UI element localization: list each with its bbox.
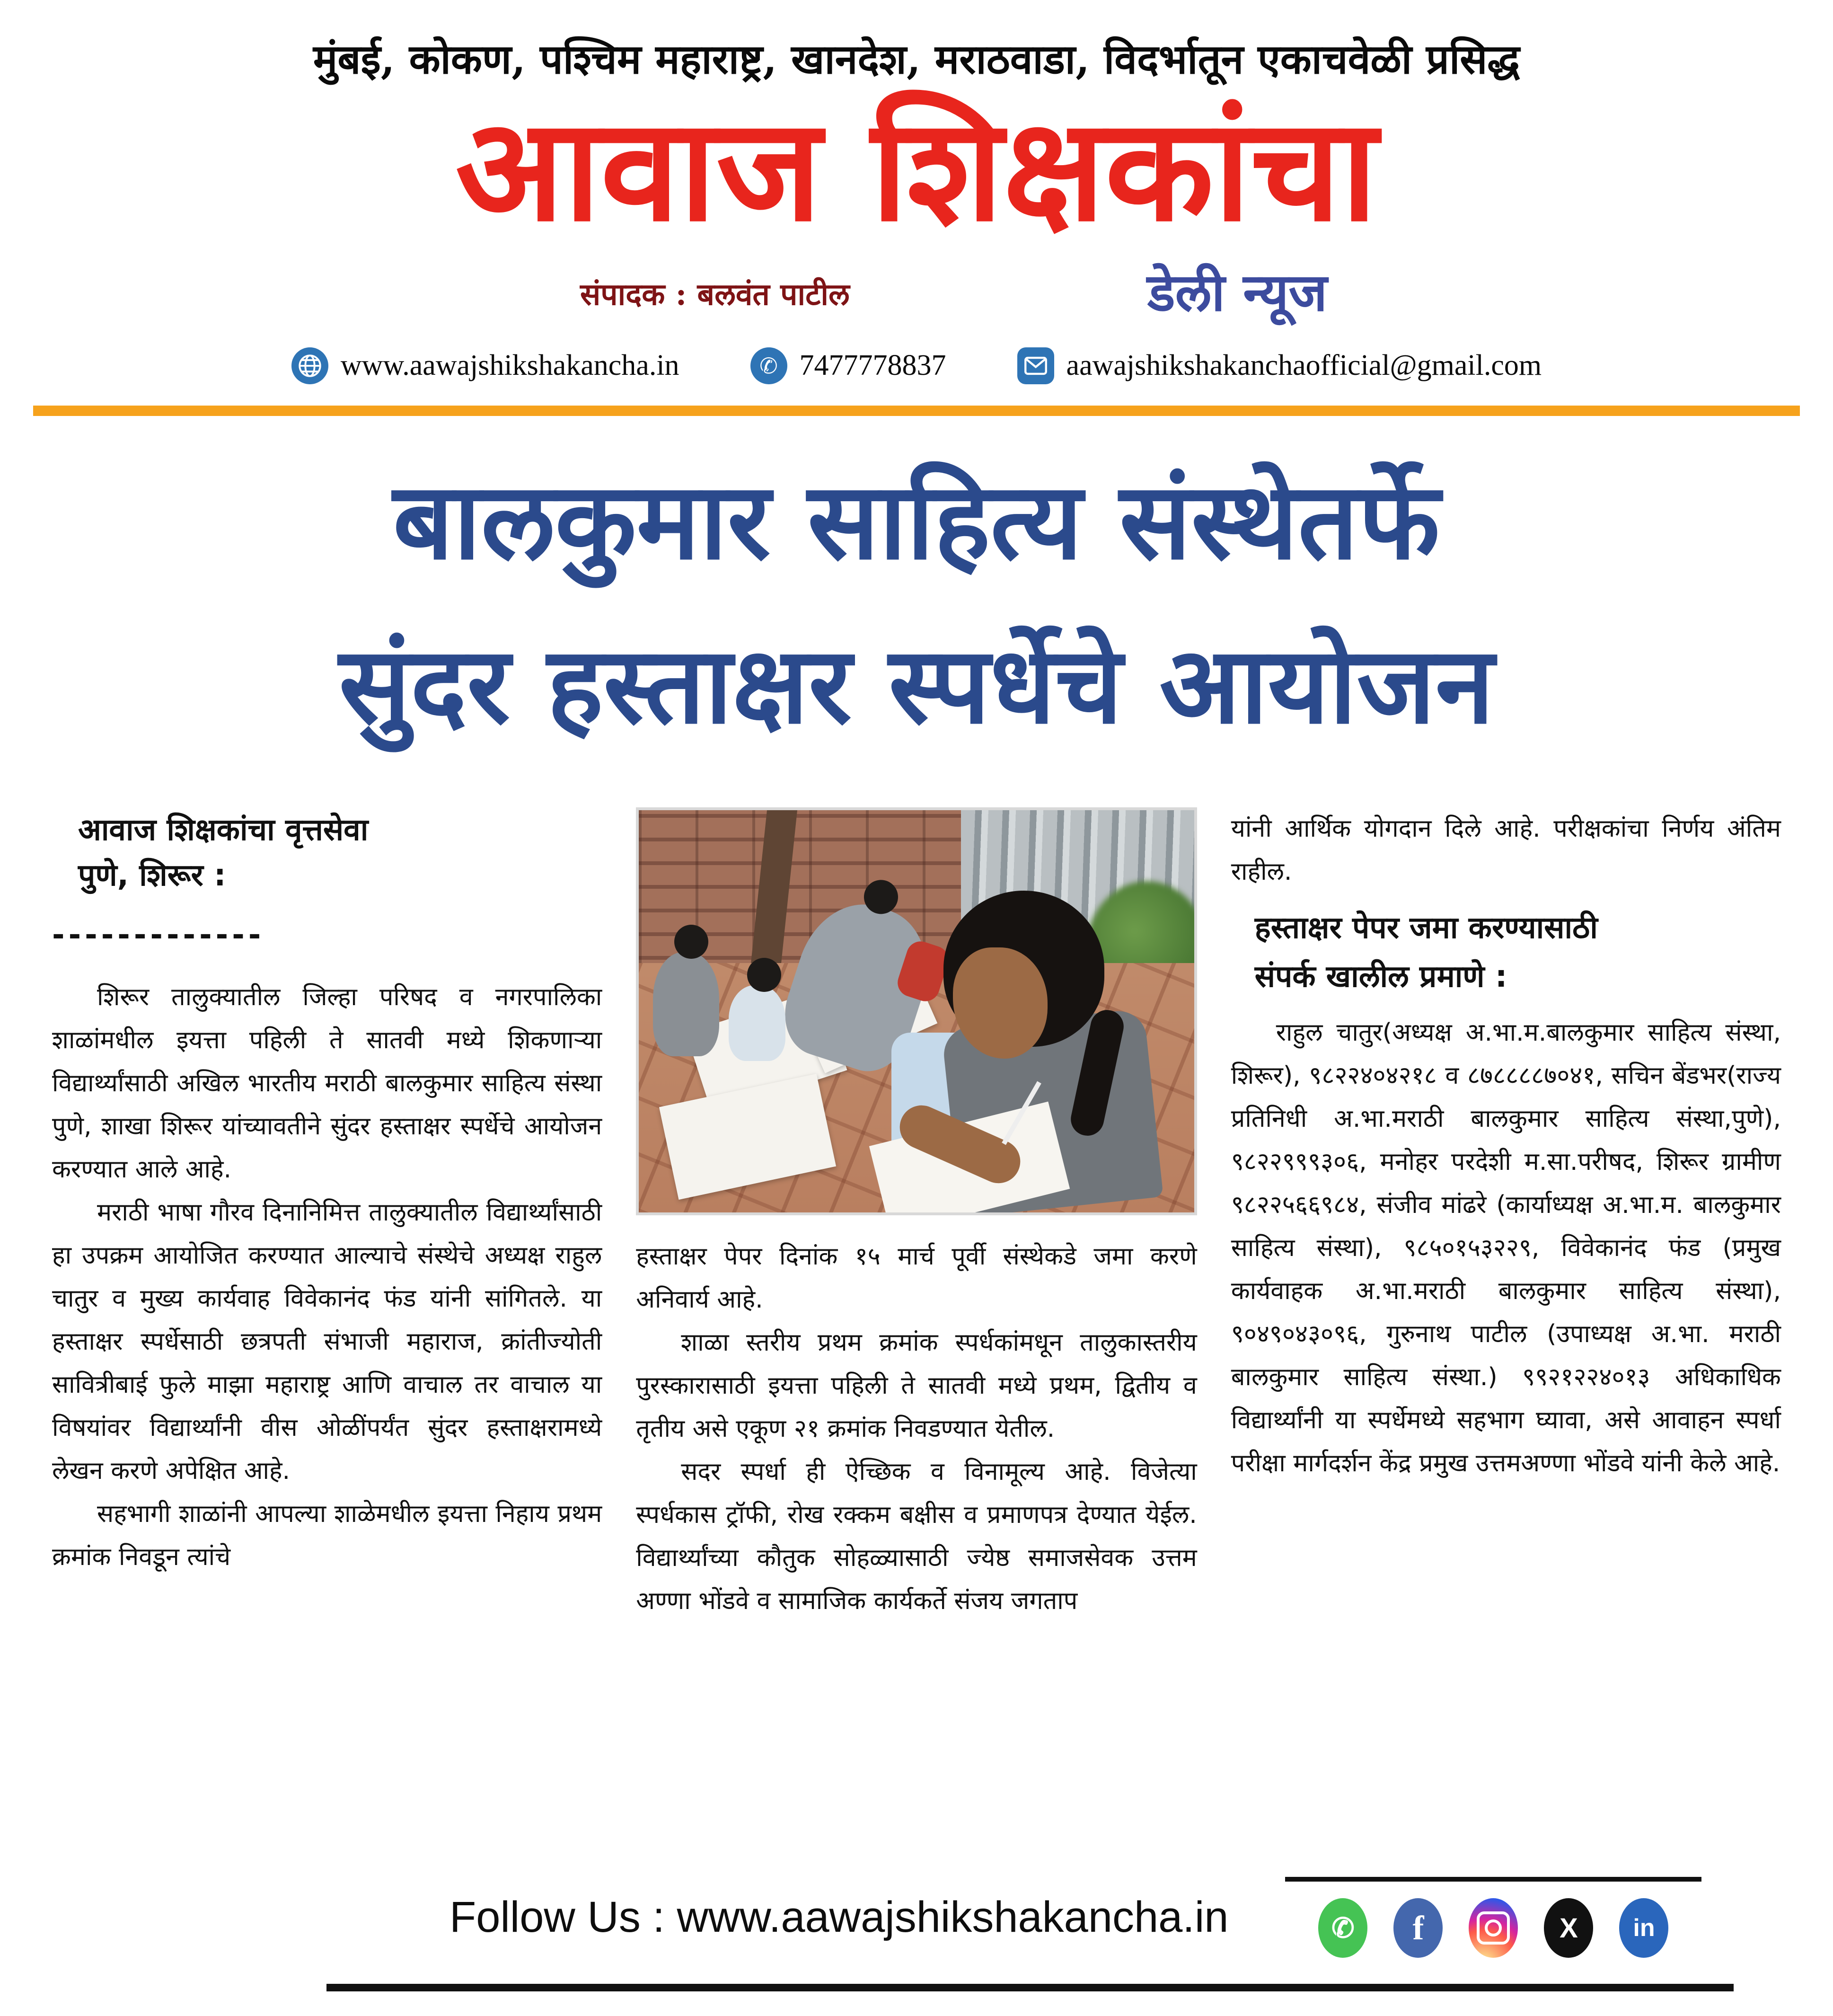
edition-label: डेली न्यूज [1147, 262, 1328, 323]
paragraph: यांनी आर्थिक योगदान दिले आहे. परीक्षकांचा निर्णय अंतिम राहील. [1231, 814, 1781, 886]
article-headline [0, 439, 1833, 767]
email-icon [1017, 347, 1054, 384]
byline-divider: ------------- [52, 918, 265, 953]
orange-divider [33, 406, 1800, 416]
contact-subheading-line-2: संपर्क खालील प्रमाणे : [1254, 959, 1507, 994]
social-icons-row [1285, 1877, 1701, 1958]
whatsapp-icon[interactable]: ✆ [1318, 1898, 1367, 1958]
paragraph: शिरूर तालुक्यातील जिल्हा परिषद व नगरपालिका शाळांमधील इयत्ता पहिली ते सातवी मध्ये शिकणाऱ्या विद्यार्थ्यांसाठी अखिल भारतीय मराठी बालकुमार साहित्य संस्था पुणे, शाखा शिरूर यांच्यावतीने सुंदर हस्ताक्षर स्पर्धेचे आयोजन करण्यात आले आहे. [52, 983, 602, 1184]
x-twitter-icon[interactable]: X [1544, 1898, 1593, 1958]
contact-row [0, 347, 1833, 384]
paragraph: शाळा स्तरीय प्रथम क्रमांक स्पर्धकांमधून तालुकास्तरीय पुरस्कारासाठी इयत्ता पहिली ते सातवी मध्ये प्रथम, द्वितीय व तृतीय असे एकूण २१ क्रमांक निवडण्यात येतील. [636, 1328, 1197, 1443]
email-text: aawajshikshakanchaofficial@gmail.com [1066, 349, 1542, 382]
follow-us-text: Follow Us : www.aawajshikshakancha.in [449, 1893, 1229, 1942]
footer [0, 1877, 1833, 1991]
column-middle [636, 807, 1197, 1832]
paragraph: हस्ताक्षर पेपर दिनांक १५ मार्च पूर्वी संस्थेकडे जमा करणे अनिवार्य आहे. [636, 1242, 1197, 1314]
phone-link[interactable] [750, 347, 946, 384]
byline-agency: आवाज शिक्षकांचा वृत्तसेवा [78, 813, 369, 848]
contact-subheading [1255, 904, 1781, 1001]
photo-student [653, 952, 719, 1056]
column-left [52, 807, 602, 1832]
headline-line-1: बालकुमार साहित्य संस्थेतर्फे [393, 458, 1440, 583]
photo-foreground-girl [877, 891, 1180, 1212]
website-link[interactable] [291, 347, 679, 384]
photo-student [729, 985, 785, 1061]
instagram-icon[interactable] [1469, 1898, 1518, 1958]
phone-icon: ✆ [750, 347, 787, 384]
byline-place: पुणे, शिरूर : [78, 858, 226, 893]
masthead-title: आवाज शिक्षकांचा [455, 85, 1378, 253]
editor-credit: संपादक : बलवंत पाटील [580, 276, 850, 312]
column-right [1231, 807, 1781, 1832]
paragraph: सदर स्पर्धा ही ऐच्छिक व विनामूल्य आहे. विजेत्या स्पर्धकास ट्रॉफी, रोख रक्कम बक्षीस व प्रमाणपत्र देण्यात येईल. विद्यार्थ्यांच्या कौतुक सोहळ्यासाठी ज्येष्ठ समाजसेवक उत्तम अण्णा भोंडवे व सामाजिक कार्यकर्ते संजय जगताप [636, 1458, 1197, 1616]
globe-icon [291, 347, 328, 384]
facebook-icon[interactable]: f [1393, 1898, 1443, 1958]
paragraph: मराठी भाषा गौरव दिनानिमित्त तालुक्यातील विद्यार्थ्यांसाठी हा उपक्रम आयोजित करण्यात आल्याचे संस्थेचे अध्यक्ष राहुल चातुर व मुख्य कार्यवाह विवेकानंद फंड यांनी सांगितले. या हस्ताक्षर स्पर्धेसाठी छत्रपती संभाजी महाराज, क्रांतीज्योती सावित्रीबाई फुले माझा महाराष्ट्र आणि वाचाल तर वाचाल या विषयांवर विद्यार्थ्यांनी वीस ओळींपर्यंत सुंदर हस्ताक्षरामध्ये लेखन करणे अपेक्षित आहे. [52, 1198, 602, 1485]
masthead-subrow [0, 247, 1833, 334]
footer-bottom-rule [326, 1984, 1734, 1991]
paragraph: राहुल चातुर(अध्यक्ष अ.भा.म.बालकुमार साहित्य संस्था, शिरूर), ९८२२४०४२१८ व ८७८८८८७०४१, सचिन बेंडभर(राज्य प्रतिनिधी अ.भा.मराठी बालकुमार साहित्य संस्था,पुणे), ९८२२९९९३०६, मनोहर परदेशी म.सा.परीषद, शिरूर ग्रामीण ९८२२५६६९८४, संजीव मांढरे (कार्याध्यक्ष अ.भा.म. बालकुमार साहित्य संस्था), ९८५०१५३२२९, विवेकानंद फंड (प्रमुख कार्यवाहक अ.भा.मराठी बालकुमार साहित्य संस्था), ९०४९०४३०९६, गुरुनाथ पाटील (उपाध्यक्ष अ.भा. मराठी बालकुमार साहित्य संस्था.) ९९२१२२४०१३ अधिकाधिक विद्यार्थ्यांनी या स्पर्धेमध्ये सहभाग घ्यावा, असे आवाहन स्पर्धा परीक्षा मार्गदर्शन केंद्र प्रमुख उत्तमअण्णा भोंडवे यांनी केले आहे. [1231, 1018, 1781, 1477]
linkedin-icon[interactable]: in [1619, 1898, 1668, 1958]
article-photo [636, 807, 1197, 1215]
paragraph: सहभागी शाळांनी आपल्या शाळेमधील इयत्ता निहाय प्रथम क्रमांक निवडून त्यांचे [52, 1500, 602, 1572]
distribution-line: मुंबई, कोकण, पश्चिम महाराष्ट्र, खानदेश, मराठवाडा, विदर्भातून एकाचवेळी प्रसिद्ध [313, 35, 1520, 83]
email-link[interactable] [1017, 347, 1542, 384]
article-body [0, 807, 1833, 1832]
phone-text: 7477778837 [799, 349, 946, 382]
headline-line-2: सुंदर हस्ताक्षर स्पर्धेचे आयोजन [339, 622, 1494, 747]
contact-subheading-line-1: हस्ताक्षर पेपर जमा करण्यासाठी [1254, 911, 1598, 946]
website-text: www.aawajshikshakancha.in [340, 349, 679, 382]
